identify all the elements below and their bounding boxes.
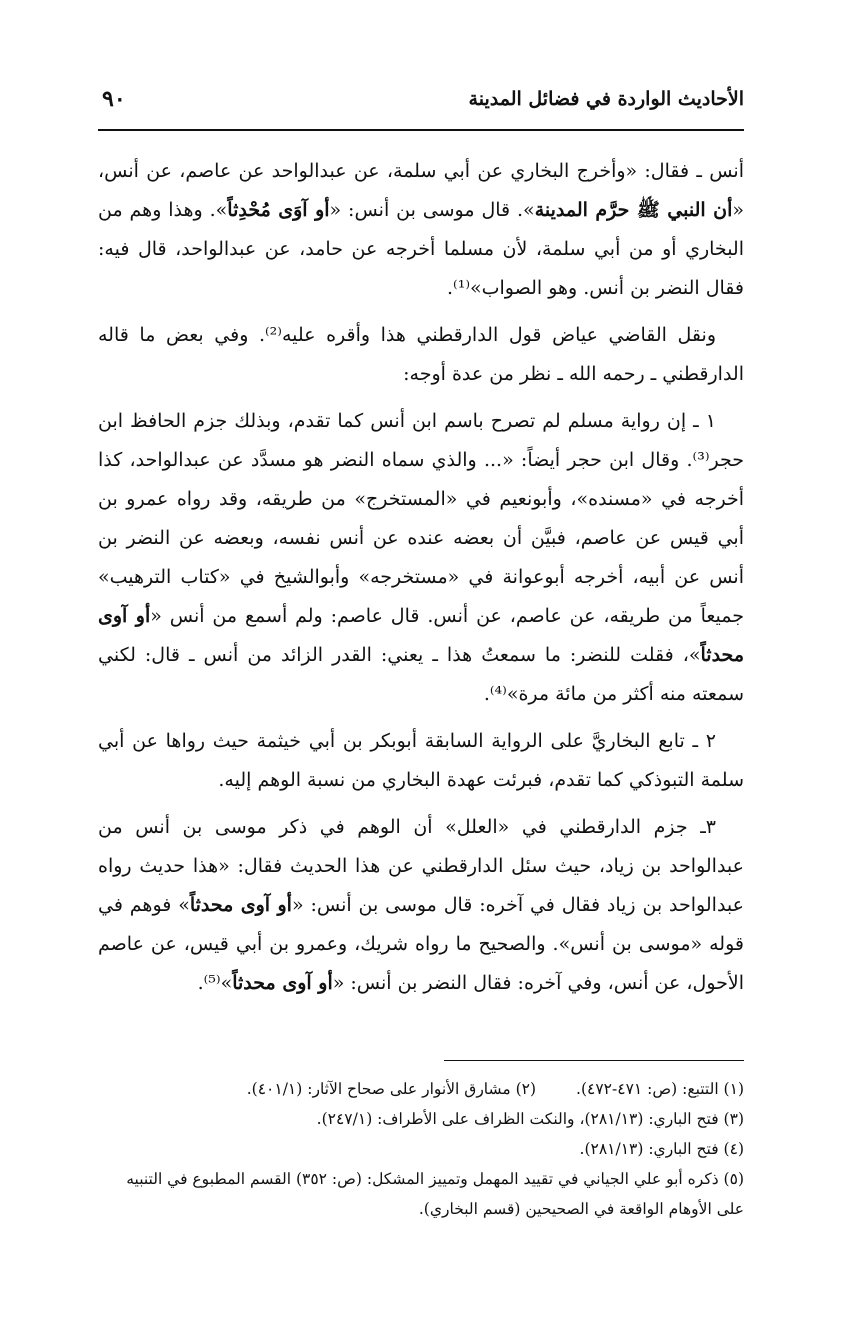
footnote-5: (٥) ذكره أبو علي الجياني في تقييد المهمل وتمييز المشكل: (ص: ٣٥٢) القسم المطبوع في التنبيه على الأوهام الواقعة في الصحيحين (قسم البخاري).: [126, 1170, 744, 1218]
paragraph-5: [98, 808, 744, 1003]
text-run: ٢ ـ تابع البخاريَّ على الرواية السابقة أبوبكر بن أبي خيثمة حيث رواها عن أبي سلمة التبوذكي كما تقدم، فبرئت عهدة البخاري من نسبة الوهم إليه.: [98, 730, 744, 791]
paragraph-3: [98, 402, 744, 714]
text-run: ٣ـ جزم الدارقطني في «العلل» أن الوهم في ذكر موسى بن أنس من عبدالواحد بن زياد، حيث سئل الدارقطني عن هذا الحديث فقال: «هذا حديث رواه عبدالواحد بن زياد فقال في آخره: قال موسى بن أنس: «: [98, 816, 744, 916]
page-header: [98, 84, 744, 124]
hadith-quote: أو آوى محدثاً: [98, 605, 744, 666]
paragraph-1: [98, 152, 744, 308]
hadith-quote: أو آوى محدثاً: [189, 894, 292, 916]
header-rule: [98, 129, 744, 131]
text-run: ١ ـ إن رواية مسلم لم تصرح باسم ابن أنس كما تقدم، وبذلك جزم الحافظ ابن حجر⁽³⁾. وقال ابن حجر أيضاً: «... والذي سماه النضر هو مسدَّد عن عبدالواحد، كذا أخرجه في «مسنده»، وأبونعيم في «المستخرج» من طريقه، وقد رواه عمرو بن أبي قيس عن عاصم، فبيَّن أن بعضه عنده عن أنس نفسه، وبعضه عن النضر بن أنس عن أبيه، أخرجه أبوعوانة في «مستخرجه» وأبوالشيخ في «كتاب الترهيب» جميعاً من طريقه، عن عاصم، عن أنس. قال عاصم: ولم أسمع من أنس «: [98, 410, 744, 627]
text-run: »⁽⁵⁾.: [197, 972, 233, 994]
footnote-2: (٢) مشارق الأنوار على صحاح الآثار: (٤٠١/١).: [246, 1080, 537, 1098]
text-run: »، فقلت للنضر: ما سمعتُ هذا ـ يعني: القدر الزائد من أنس ـ قال: لكني سمعته منه أكثر من مائة مرة»⁽⁴⁾.: [98, 644, 744, 705]
text-run: أنس ـ فقال: «وأخرج البخاري عن أبي سلمة، عن عبدالواحد عن عاصم، عن أنس، «: [98, 160, 744, 221]
footnote-rule: [444, 1060, 744, 1061]
footnote-line-1: [98, 1074, 744, 1104]
footnotes: [98, 1074, 744, 1224]
hadith-quote: أو آوَى مُحْدِثاً: [227, 199, 330, 221]
text-run: ». وهذا وهم من البخاري أو من أبي سلمة، لأن مسلما أخرجه عن حامد، عن عبدالواحد، قال فيه: فقال النضر بن أنس. وهو الصواب»⁽¹⁾.: [98, 199, 744, 299]
text-run: ». قال موسى بن أنس: «: [329, 199, 535, 221]
footnote-4: (٤) فتح الباري: (٢٨١/١٣).: [579, 1140, 744, 1158]
text-run: ونقل القاضي عياض قول الدارقطني هذا وأقره عليه⁽²⁾. وفي بعض ما قاله الدارقطني ـ رحمه الله ـ نظر من عدة أوجه:: [98, 324, 744, 385]
hadith-quote: أن النبي ﷺ حرَّم المدينة: [534, 199, 733, 221]
footnote-1: (١) التتبع: (ص: ٤٧١-٤٧٢).: [576, 1080, 744, 1098]
footnote-3: (٣) فتح الباري: (٢٨١/١٣)، والنكت الظراف على الأطراف: (٢٤٧/١).: [316, 1110, 744, 1128]
paragraph-4: [98, 722, 744, 800]
running-title: الأحاديث الواردة في فضائل المدينة: [468, 88, 744, 110]
hadith-quote: أو آوى محدثاً: [232, 972, 333, 994]
page-number: ٩٠: [102, 86, 126, 112]
main-text: [98, 152, 744, 1011]
paragraph-2: [98, 316, 744, 394]
text-run: » فوهم في قوله «موسى بن أنس». والصحيح ما رواه شريك، وعمرو بن أبي قيس، عن عاصم الأحول، عن أنس، وفي آخره: فقال النضر بن أنس: «: [98, 894, 744, 994]
